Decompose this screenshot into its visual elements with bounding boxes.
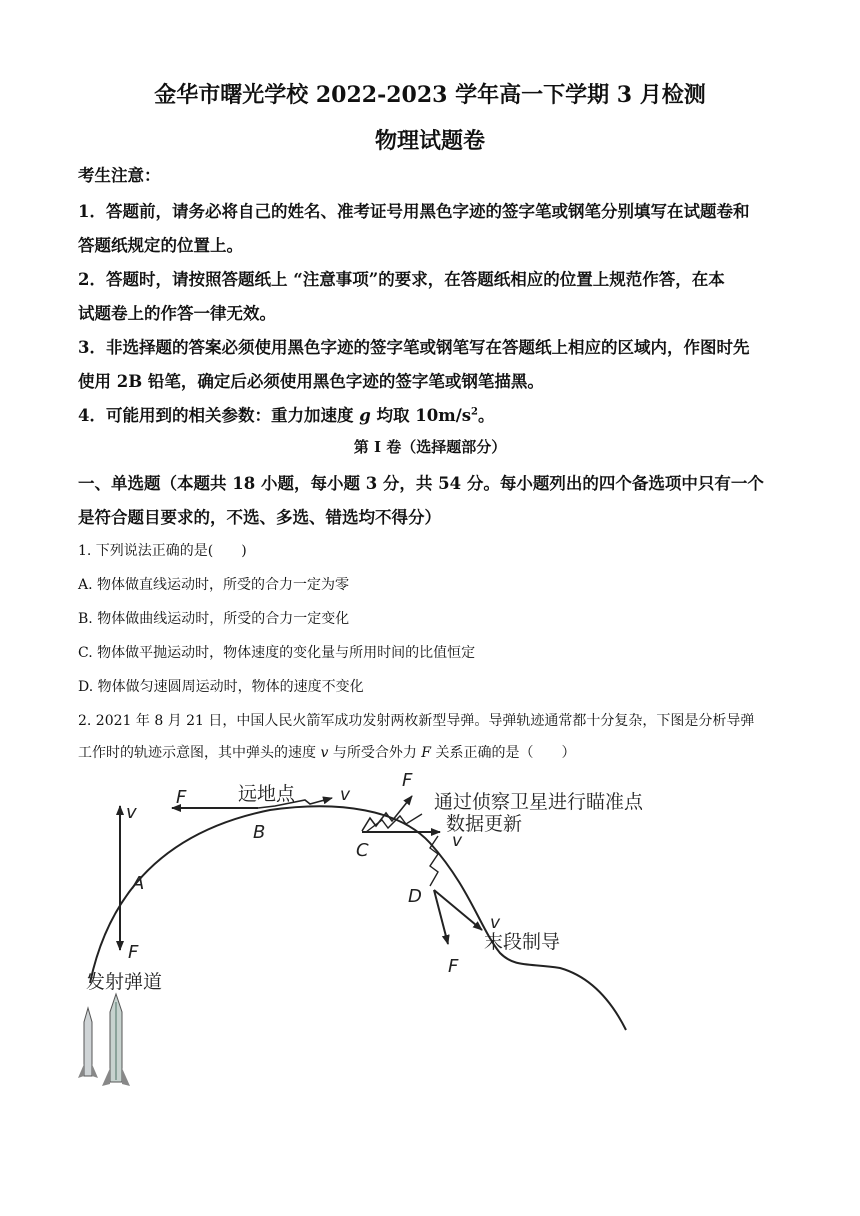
exam-title: 金华市曙光学校 2022-2023 学年高一下学期 3 月检测 [154,82,706,108]
point-label-A: A [132,873,145,894]
force-vector-D [434,890,448,944]
section-heading-line-2: 是符合题目要求的，不选、多选、错选均不得分） [78,508,441,527]
notice-line-3: 2．答题时，请按照答题纸上 “注意事项”的要求，在答题纸相应的位置上规范作答，在本 [78,270,725,289]
notice-line-2: 答题纸规定的位置上。 [78,236,243,255]
q2-stem-line-2: 工作时的轨迹示意图，其中弹头的速度 v 与所受合外力 F 关系正确的是（ ） [78,745,576,761]
label-apogee: 远地点 [238,783,296,805]
label-satellite-line-1: 通过侦察卫星进行瞄准点 [434,791,644,813]
label-F-C: F [402,770,413,791]
notice-line-6: 使用 2B 铅笔，确定后必须使用黑色字迹的签字笔或钢笔描黑。 [78,372,544,391]
q1-option-d: D. 物体做匀速圆周运动时，物体的速度不变化 [78,679,364,695]
label-F-D: F [448,956,459,977]
exam-subtitle: 物理试题卷 [374,128,485,154]
label-launch-trajectory: 发射弹道 [86,971,163,993]
label-v-D: v [490,913,501,933]
notice-line-4: 试题卷上的作答一律无效。 [78,304,276,323]
label-v-A: v [126,802,137,823]
label-v-C: v [452,831,463,851]
label-terminal-guidance: 末段制导 [484,931,561,953]
q1-option-a: A. 物体做直线运动时，所受的合力一定为零 [78,577,350,593]
q1-option-c: C. 物体做平抛运动时，物体速度的变化量与所用时间的比值恒定 [78,645,476,661]
label-satellite-line-2: 数据更新 [446,813,523,835]
q1-option-b: B. 物体做曲线运动时，所受的合力一定变化 [78,611,350,627]
notice-heading: 考生注意： [78,166,161,185]
point-label-C: C [356,840,369,861]
missile-icon [78,994,130,1086]
label-F-B: F [176,787,187,808]
q2-stem-line-1: 2. 2021 年 8 月 21 日，中国人民火箭军成功发射两枚新型导弹。导弹轨迹通常都十分复杂，下图是分析导弹 [78,713,755,729]
notice-line-1: 1．答题前，请务必将自己的姓名、准考证号用黑色字迹的签字笔或钢笔分别填写在试题卷和 [78,202,750,221]
point-label-D: D [408,886,422,907]
notice-line-7: 4．可能用到的相关参数：重力加速度 g 均取 $10m/s^2$。 [78,406,495,425]
missile-trajectory-diagram [70,758,710,1098]
section-heading-line-1: 一、单选题（本题共 18 小题，每小题 3 分，共 54 分。每小题列出的四个备选项中只有一个 [78,474,764,493]
label-F-A: F [128,942,139,963]
label-v-B: v [340,785,351,805]
section-title: 第 I 卷（选择题部分） [353,438,507,456]
gravity-symbol: g [359,406,371,425]
point-label-B: B [253,822,266,843]
q1-stem: 1. 下列说法正确的是( ) [78,543,247,559]
notice-line-5: 3．非选择题的答案必须使用黑色字迹的签字笔或钢笔写在答题纸上相应的区域内，作图时先 [78,338,750,357]
